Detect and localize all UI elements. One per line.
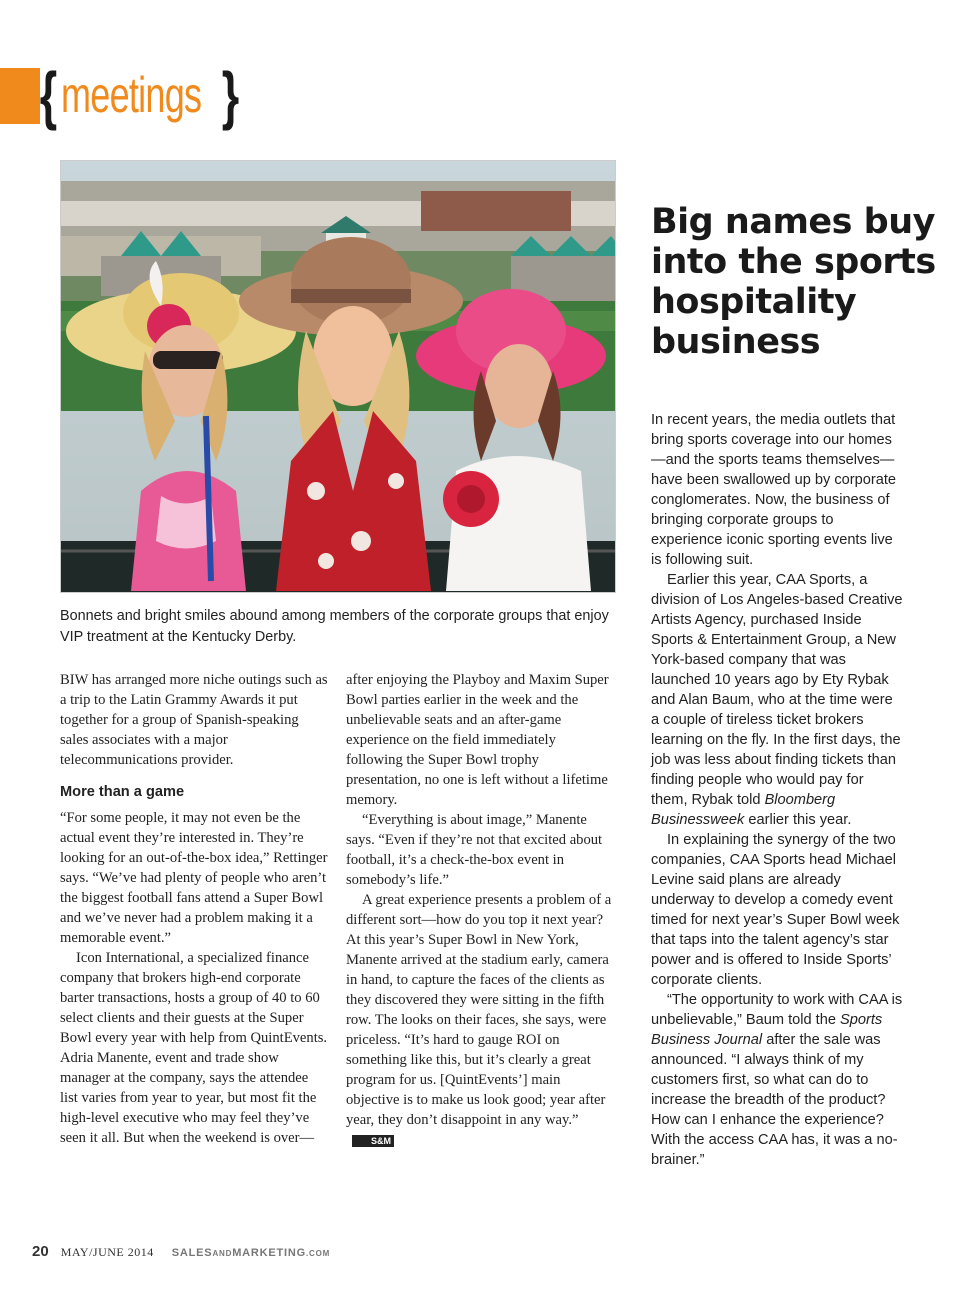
publication-name: Sports Business Journal: [651, 1012, 883, 1048]
page-number: 20: [32, 1243, 49, 1260]
subhead: More than a game: [60, 784, 185, 800]
issue-date: MAY/JUNE 2014: [60, 1245, 154, 1259]
paragraph-final: [346, 890, 614, 1150]
open-brace: {: [39, 59, 58, 131]
article-column-left: [60, 670, 328, 1148]
paragraph: “For some people, it may not even be the actual event they’re interested in. They’re looking for an out-of-the-box idea,” Rettinger says. “We’ve had plenty of people who aren’t the biggest football fans attend a Super Bowl and we’ve never had a problem making it a memorable event.”: [60, 810, 328, 946]
close-brace: }: [221, 59, 239, 131]
section-label: meetings: [60, 67, 202, 123]
paragraph: In explaining the synergy of the two companies, CAA Sports head Michael Levine said plans are already underway to develop a comedy event timed for next year’s Super Bowl week that taps into the talent agency’s star power and is offered to Inside Sports’ corporate clients.: [651, 832, 900, 988]
brand-part: .COM: [306, 1249, 331, 1258]
paragraph: [651, 990, 903, 1170]
derby-photo: [60, 160, 616, 593]
paragraph: Icon International, a specialized finance company that brokers high-end corporate barter transactions, hosts a group of 40 to 60 select clients and their guests at the Super Bowl every year with help from QuintEvents. Adria Manente, event and trade show manager at the company, says the attendee list varies from year to year, but most fit the high-level executive who may feel they’ve seen it all. But when the weekend is over—: [60, 950, 328, 1146]
paragraph-text: A great experience presents a problem of a different sort—how do you top it next year? At this year’s Super Bowl in New York, Manente arrived at the stadium early, camera in hand, to capture the faces of the clients as they discovered they were sitting in the fifth row. The looks on their faces, she says, were priceless. “It’s hard to gauge ROI on something like this, but it’s clearly a great program for us. [QuintEvents’] main objective is to make us look good; year after year, they don’t disappoint in any way.”: [346, 892, 612, 1128]
paragraph-text: after the sale was announced. “I always think of my customers first, so what can do to increase the breadth of the product? How can I enhance the experience? With the access CAA has, it was a no-brainer.”: [651, 1032, 898, 1168]
article-column-middle: [346, 670, 614, 1150]
magazine-url: [172, 1247, 330, 1259]
brand-part: AND: [212, 1249, 233, 1258]
paragraph-text: “The opportunity to work with CAA is unbelievable,” Baum told the: [651, 992, 903, 1028]
page-footer: [32, 1243, 330, 1263]
photo-caption: Bonnets and bright smiles abound among members of the corporate groups that enjoy VIP treatment at the Kentucky Derby.: [60, 608, 609, 645]
section-heading: [36, 60, 243, 130]
publication-name: Bloomberg Businessweek: [651, 792, 836, 828]
paragraph: [651, 570, 903, 830]
paragraph-text: Earlier this year, CAA Sports, a division of Los Angeles-based Creative Artists Agency, purchased Inside Sports & Entertainment Group, a New York-based company that was launched 10 years ago by Ety Rybak and Alan Baum, who at the time were a couple of tireless ticket brokers learning on the fly. In the first days, the job was less about finding tickets than finding people who would pay for them, Rybak told: [651, 572, 903, 808]
paragraph: In recent years, the media outlets that bring sports coverage into our homes—and the sports teams themselves—have been swallowed up by corporate conglomerates. Now, the business of bringing corporate groups to experience iconic sporting events live is following suit.: [651, 412, 897, 568]
paragraph: after enjoying the Playboy and Maxim Super Bowl parties earlier in the week and the unbelievable seats and an after-game experience on the field immediately following the Super Bowl trophy presentation, no one is left without a lifetime memory.: [346, 672, 609, 808]
end-mark: S&M: [352, 1135, 394, 1147]
brand-part: SALES: [171, 1247, 213, 1259]
paragraph-text: earlier this year.: [748, 812, 852, 828]
sidebar-column: [651, 410, 903, 1170]
paragraph: BIW has arranged more niche outings such as a trip to the Latin Grammy Awards it put together for a group of Spanish-speaking sales associates with a major telecommunications provider.: [60, 672, 328, 768]
brand-part: MARKETING: [232, 1247, 306, 1259]
sidebar-headline: Big names buy into the sports hospitality business: [651, 202, 936, 362]
section-tab: [0, 68, 40, 124]
paragraph: “Everything is about image,” Manente says. “Even if they’re not that excited about football, it’s a check-the-box event in somebody’s life.”: [346, 812, 603, 888]
